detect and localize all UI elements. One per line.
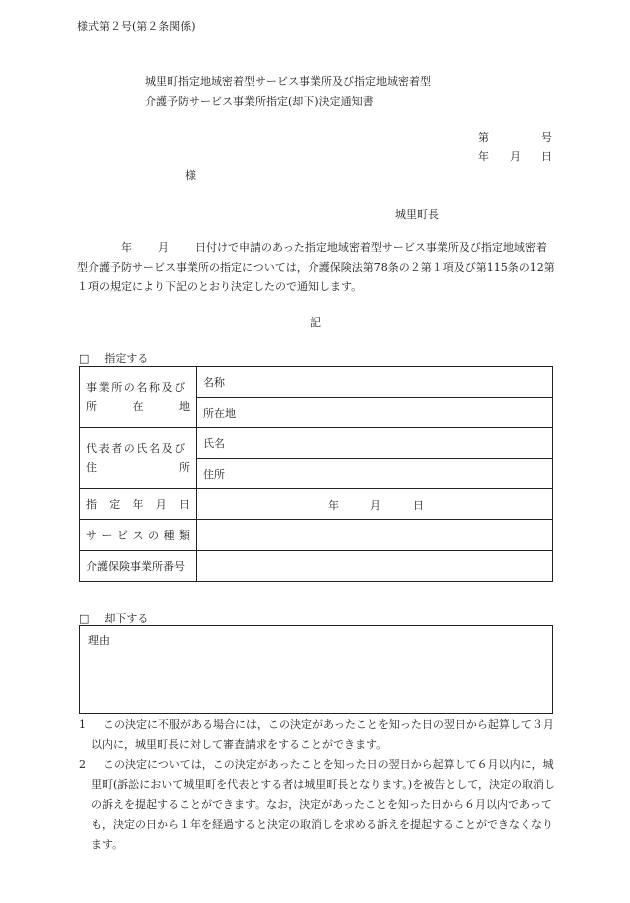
rep-name-field[interactable] (197, 428, 553, 459)
service-type-char: サ (86, 529, 97, 542)
rep-name-sublabel: 氏名 (203, 437, 225, 450)
designation-date-label (80, 489, 197, 520)
designation-date-char: 指 (86, 498, 97, 511)
office-name-sublabel: 名称 (203, 376, 225, 389)
note-number: 2 (79, 758, 86, 771)
service-type-field[interactable] (197, 520, 553, 551)
reason-label: 理由 (88, 634, 110, 647)
designation-date-char: 年 (132, 498, 144, 511)
office-name-address-label (80, 367, 197, 428)
office-name-field[interactable] (197, 367, 553, 398)
service-type-char: ビ (117, 529, 128, 542)
issue-date-day: 日 (541, 150, 552, 163)
service-type-char: 類 (179, 529, 190, 542)
body-year: 年 (121, 241, 132, 254)
reject-section-header (79, 610, 148, 626)
service-type-label (80, 520, 197, 551)
office-number-label (80, 551, 197, 582)
note-text: この決定に不服がある場合には，この決定があったことを知った日の翌日から起算して３月以内に，城里町長に対して審査請求をすることができます。 (91, 718, 554, 751)
document-title-line2: 介護予防サービス事業所指定(却下)決定通知書 (145, 95, 374, 108)
rep-address-field[interactable] (197, 459, 553, 489)
office-number-label-text: 介護保険事業所番号 (86, 560, 185, 573)
office-number-field[interactable] (197, 551, 553, 582)
note-text: この決定については，この決定があったことを知った日の翌日から起算して６月以内に，城里町(訴訟において城里町を代表とする者は城里町長となります。)を被告として，決定の取消しの訴えを提起することができます。なお，決定があったことを知った日から６月以内であっても，決定の日から１年を経過すると決定の取消しを求める訴えを提起することができなくなります。 (91, 758, 555, 851)
designate-section-header (79, 350, 148, 366)
office-address-sublabel: 所在地 (203, 406, 236, 420)
designate-label: 指定する (104, 352, 149, 365)
designate-checkbox[interactable]: □ (79, 352, 90, 365)
issuer-name: 城里町長 (395, 208, 439, 221)
rep-label-line2b: 所 (179, 461, 190, 474)
designation-date-day: 日 (413, 499, 424, 512)
designation-date-char: 定 (109, 498, 121, 511)
note-item (79, 715, 555, 755)
designation-date-month: 月 (370, 499, 381, 512)
designation-date-char: 日 (179, 498, 190, 511)
form-number: 様式第２号(第２条関係) (77, 20, 196, 33)
ki-heading: 記 (310, 316, 321, 329)
doc-number-go: 号 (541, 131, 552, 144)
office-address-field[interactable] (197, 398, 553, 428)
service-type-char: ー (101, 529, 113, 542)
designation-date-year: 年 (328, 499, 339, 512)
designation-date-char: 月 (155, 498, 167, 511)
rep-label-line2a: 住 (86, 461, 97, 474)
document-title-line1: 城里町指定地域密着型サービス事業所及び指定地域密着型 (145, 75, 431, 88)
office-label-line2c: 地 (179, 400, 190, 413)
note-number: 1 (79, 718, 86, 731)
office-label-line2b: 在 (132, 400, 144, 413)
service-type-char: 種 (163, 529, 175, 542)
reject-label: 却下する (104, 612, 149, 625)
rep-address-sublabel: 住所 (203, 467, 225, 481)
issue-date-year: 年 (478, 150, 489, 163)
rep-label-line1: 代表者の氏名及び (86, 442, 187, 455)
note-item (79, 755, 555, 855)
body-text: 日付けで申請のあった指定地域密着型サービス事業所及び指定地域密着型介護予防サービス事業所の指定については，介護保険法第78条の２第１項及び第115条の12第１項の規定により下記のとおり決定したので通知します。 (77, 241, 555, 293)
rep-name-address-label (80, 428, 197, 489)
body-paragraph (77, 238, 555, 297)
designation-date-field[interactable] (197, 489, 553, 520)
office-label-line1: 事業所の名称及び (86, 381, 187, 394)
service-type-char: の (148, 529, 159, 542)
issue-date-month: 月 (510, 150, 521, 163)
doc-number-dai: 第 (478, 131, 489, 144)
body-month: 月 (158, 241, 169, 254)
designate-table (79, 366, 553, 582)
reject-checkbox[interactable]: □ (79, 612, 90, 625)
addressee-suffix: 様 (185, 169, 196, 182)
reason-field[interactable] (79, 625, 553, 714)
service-type-char: ス (132, 529, 144, 542)
office-label-line2a: 所 (86, 400, 97, 413)
